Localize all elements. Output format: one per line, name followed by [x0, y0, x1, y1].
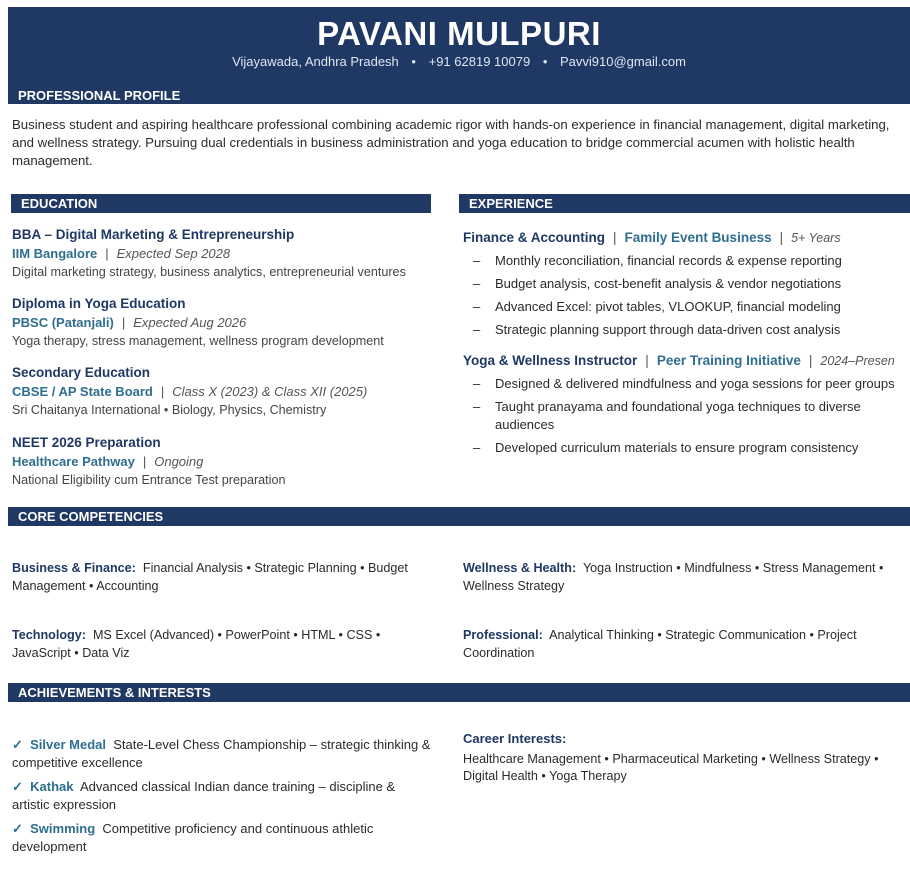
education-entry: [12, 365, 432, 419]
pipe-separator: |: [779, 230, 784, 245]
job-role: Yoga & Wellness Instructor: [463, 353, 638, 368]
competency-label: Professional:: [463, 628, 543, 642]
bullet-text: Budget analysis, cost-benefit analysis & vendor negotiations: [495, 276, 842, 291]
institution: IIM Bangalore: [12, 246, 98, 261]
experience-title-line: [463, 228, 908, 248]
education-description: Digital marketing strategy, business analytics, entrepreneurial ventures: [12, 265, 406, 279]
education-meta: [12, 244, 432, 263]
degree-title: Secondary Education: [12, 365, 151, 380]
bullet-item: [463, 375, 908, 393]
achievement-item: [12, 736, 432, 772]
section-profile-heading: PROFESSIONAL PROFILE: [8, 87, 910, 104]
phone: +91 62819 10079: [428, 54, 531, 69]
achievement-text: Competitive proficiency and continuous athletic development: [12, 821, 374, 854]
bullet-item: [463, 439, 908, 457]
education-date: Ongoing: [154, 454, 204, 469]
contact-line: [8, 54, 910, 69]
pipe-separator: |: [808, 353, 813, 368]
section-education-heading: EDUCATION: [11, 194, 431, 213]
bullet-text: Designed & delivered mindfulness and yoga sessions for peer groups: [495, 376, 895, 391]
bullet-text: Monthly reconciliation, financial records & expense reporting: [495, 253, 842, 268]
experience-title-line: [463, 351, 908, 371]
education-date: Class X (2023) & Class XII (2025): [172, 384, 368, 399]
separator-dot: •: [542, 54, 548, 69]
competency-items: Financial Analysis • Strategic Planning • Budget Management • Accounting: [12, 561, 408, 593]
education-date: Expected Aug 2026: [133, 315, 247, 330]
bullet-text: Taught pranayama and foundational yoga techniques to diverse audiences: [495, 399, 861, 432]
bullet-text: Strategic planning support through data-driven cost analysis: [495, 322, 841, 337]
bullet-text: Developed curriculum materials to ensure program consistency: [495, 440, 859, 455]
institution: CBSE / AP State Board: [12, 384, 153, 399]
education-meta: [12, 382, 432, 401]
checkmark-icon: ✓: [12, 737, 23, 752]
education-entry: [12, 296, 432, 350]
institution: PBSC (Patanjali): [12, 315, 114, 330]
experience-period: 2024–Presen: [820, 354, 895, 368]
profile-summary: Business student and aspiring healthcare professional combining academic rigor with hands-on experience in financial management, digital marketing, and wellness strategy. Pursuing dual credentials in business administration and yoga education to bridge commercial acumen with holistic health management.: [12, 117, 890, 168]
achievement-text: Advanced classical Indian dance training – discipline & artistic expression: [12, 779, 396, 812]
section-competencies-heading: CORE COMPETENCIES: [8, 507, 910, 526]
dash-icon: –: [473, 399, 481, 414]
pipe-separator: |: [160, 384, 165, 399]
career-interests-items: Healthcare Management • Pharmaceutical Marketing • Wellness Strategy • Digital Health • Yoga Therapy: [463, 752, 879, 783]
section-experience-heading: EXPERIENCE: [459, 194, 910, 213]
experience-entry: [463, 228, 908, 344]
education-description: Yoga therapy, stress management, wellness program development: [12, 334, 384, 348]
competency-label: Technology:: [12, 628, 86, 642]
institution: Healthcare Pathway: [12, 454, 135, 469]
checkmark-icon: ✓: [12, 821, 23, 836]
bullet-item: [463, 252, 908, 270]
education-meta: [12, 313, 432, 332]
pipe-separator: |: [645, 353, 649, 368]
resume-header: [8, 7, 910, 104]
achievement-title: Swimming: [30, 821, 96, 836]
competency-business: [12, 560, 432, 595]
dash-icon: –: [473, 253, 481, 268]
achievement-item: [12, 820, 432, 856]
competency-items: Yoga Instruction • Mindfulness • Stress Management • Wellness Strategy: [463, 561, 884, 593]
achievement-text: State-Level Chess Championship – strategic thinking & competitive excellence: [12, 737, 431, 770]
candidate-name: PAVANI MULPURI: [317, 15, 601, 52]
competency-technology: [12, 627, 432, 662]
experience-bullets: [463, 375, 908, 457]
achievement-item: [12, 778, 432, 814]
dash-icon: –: [473, 299, 481, 314]
education-entry: [12, 227, 432, 281]
competency-professional: [463, 627, 908, 662]
organization: Peer Training Initiative: [656, 353, 801, 368]
career-interests: [463, 730, 908, 785]
degree-title: BBA – Digital Marketing & Entrepreneurship: [12, 227, 295, 242]
career-interests-label: Career Interests:: [463, 731, 567, 746]
experience-bullets: [463, 252, 908, 339]
degree-title: NEET 2026 Preparation: [12, 435, 161, 450]
dash-icon: –: [473, 322, 481, 337]
bullet-item: [463, 275, 908, 293]
competency-items: MS Excel (Advanced) • PowerPoint • HTML • CSS • JavaScript • Data Viz: [12, 628, 381, 660]
competency-label: Wellness & Health:: [463, 561, 577, 575]
pipe-separator: |: [613, 230, 617, 245]
separator-dot: •: [411, 54, 416, 69]
pipe-separator: |: [121, 315, 126, 330]
education-description: Sri Chaitanya International • Biology, Physics, Chemistry: [12, 403, 327, 417]
pipe-separator: |: [142, 454, 147, 469]
competency-wellness: [463, 560, 908, 595]
location: Vijayawada, Andhra Pradesh: [232, 54, 399, 69]
experience-entry: [463, 351, 908, 462]
dash-icon: –: [473, 376, 481, 391]
degree-title: Diploma in Yoga Education: [12, 296, 186, 311]
competency-items: Analytical Thinking • Strategic Communication • Project Coordination: [463, 628, 857, 660]
section-achievements-heading: ACHIEVEMENTS & INTERESTS: [8, 683, 910, 702]
bullet-item: [463, 321, 908, 339]
pipe-separator: |: [105, 246, 109, 261]
job-role: Finance & Accounting: [463, 230, 606, 245]
organization: Family Event Business: [624, 230, 772, 245]
education-meta: [12, 452, 432, 471]
bullet-text: Advanced Excel: pivot tables, VLOOKUP, financial modeling: [495, 299, 841, 314]
bullet-item: [463, 398, 908, 434]
education-date: Expected Sep 2028: [116, 246, 231, 261]
checkmark-icon: ✓: [12, 779, 23, 794]
competency-label: Business & Finance:: [12, 561, 136, 575]
dash-icon: –: [473, 440, 481, 455]
achievement-title: Kathak: [30, 779, 74, 794]
bullet-item: [463, 298, 908, 316]
email[interactable]: Pavvi910@gmail.com: [560, 54, 686, 69]
experience-period: 5+ Years: [791, 231, 841, 245]
education-description: National Eligibility cum Entrance Test preparation: [12, 473, 286, 487]
achievement-title: Silver Medal: [30, 737, 107, 752]
education-entry: [12, 435, 432, 489]
dash-icon: –: [473, 276, 481, 291]
